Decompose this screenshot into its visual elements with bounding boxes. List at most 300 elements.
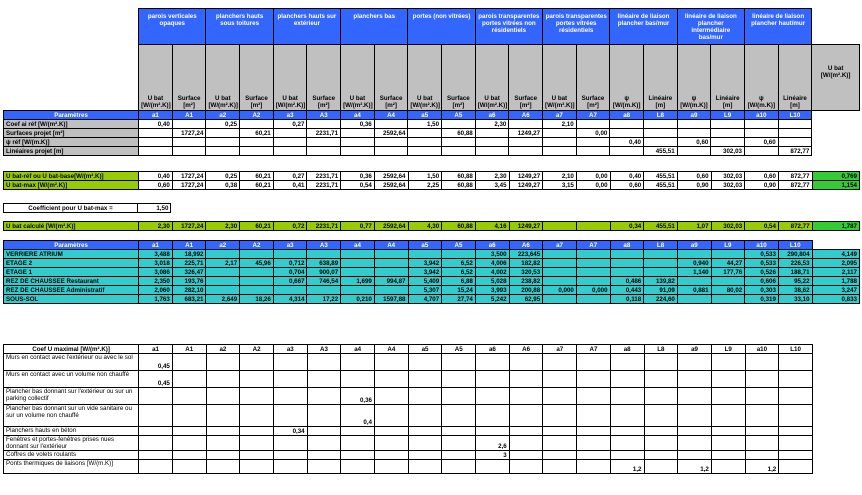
unit-header: ψ [W/(m.K)]: [677, 45, 711, 111]
cell: 0,000: [576, 286, 610, 295]
cell: [576, 259, 610, 268]
cell: [543, 259, 577, 268]
cell: 95,22: [778, 277, 812, 286]
cell: [509, 427, 543, 436]
column-code: a9: [678, 345, 712, 354]
cell: [341, 460, 375, 474]
column-code: A3: [307, 345, 341, 354]
cell: [172, 138, 206, 147]
cell: 302,03: [711, 181, 745, 190]
cell: [206, 129, 240, 138]
cell: 1249,27: [509, 172, 543, 181]
cell: [442, 436, 476, 451]
cell: [644, 354, 678, 371]
cell: 15,24: [442, 286, 476, 295]
cell: [139, 460, 173, 474]
cell: [577, 427, 611, 436]
cell: 1727,24: [172, 222, 206, 231]
cell: [139, 427, 173, 436]
column-code: L8: [644, 111, 678, 120]
row-label: SOUS-SOL: [4, 295, 139, 304]
cell: [139, 129, 173, 138]
cell: [307, 120, 341, 129]
column-code: A3: [307, 241, 341, 250]
column-code: L10: [779, 345, 813, 354]
cell: 2,6: [476, 436, 510, 451]
column-code: a7: [543, 345, 577, 354]
zone-row: [4, 286, 860, 295]
cell: 290,804: [778, 250, 812, 259]
cell: 1,699: [341, 277, 375, 286]
cell: [408, 388, 442, 405]
ubat-table: [3, 171, 860, 190]
cell: [307, 436, 341, 451]
cell: [408, 129, 442, 138]
unit-header: U bat [W/(m².K)]: [475, 45, 509, 111]
column-code: A6: [509, 241, 543, 250]
cell: [711, 460, 745, 474]
cell: 0,319: [745, 295, 779, 304]
cell: 91,09: [644, 286, 678, 295]
cell: 302,03: [711, 172, 745, 181]
cell: [408, 436, 442, 451]
cell: 60,88: [442, 129, 476, 138]
cell: [206, 277, 240, 286]
cell: [206, 436, 240, 451]
cell: 1,07: [677, 222, 711, 231]
cell: [677, 129, 711, 138]
cell: [341, 427, 375, 436]
cell: [778, 129, 812, 138]
cell: [509, 138, 543, 147]
cell: [273, 286, 307, 295]
row-label: Planchers hauts en béton: [4, 427, 139, 436]
cell: 226,53: [778, 259, 812, 268]
cell: 80,02: [711, 286, 745, 295]
cell: [678, 405, 712, 427]
column-code: a7: [543, 241, 577, 250]
cell: [476, 405, 510, 427]
coef-value: 1,50: [138, 204, 171, 213]
cell: [172, 120, 206, 129]
cell: [779, 371, 813, 388]
cell: [240, 371, 274, 388]
column-code: A6: [509, 345, 543, 354]
cell: [610, 388, 644, 405]
cell: [240, 277, 274, 286]
cell: [273, 250, 307, 259]
cell: [745, 451, 779, 460]
cell: 60,21: [240, 222, 274, 231]
row-label: Coef ai réf [W/(m².K)]: [4, 120, 139, 129]
cell: [172, 371, 206, 388]
cell: 2,10: [543, 172, 577, 181]
cell: [543, 250, 577, 259]
cell: 0,45: [139, 354, 173, 371]
cell: [240, 268, 274, 277]
cell: [240, 460, 274, 474]
cell: 5,242: [475, 295, 509, 304]
cell: [678, 371, 712, 388]
cell: [307, 354, 341, 371]
total-cell: 4,149: [812, 250, 859, 259]
cell: 2,30: [475, 120, 509, 129]
cell: [509, 388, 543, 405]
unit-header: Surface [m²]: [442, 45, 476, 111]
cell: [442, 427, 476, 436]
cell: [206, 147, 240, 156]
cell: [644, 120, 678, 129]
cell: [442, 138, 476, 147]
cell: 5,409: [408, 277, 442, 286]
cell: 60,88: [442, 172, 476, 181]
cell: 0,54: [341, 181, 375, 190]
cell: [307, 371, 341, 388]
cell: [610, 354, 644, 371]
group-header: planchers hauts sous toitures: [206, 9, 273, 45]
ubat-row: [4, 181, 860, 190]
cell: [240, 250, 274, 259]
unit-header: U bat [W/(m².K)]: [341, 45, 375, 111]
cell: 2,30: [139, 222, 173, 231]
cell: 0,940: [677, 259, 711, 268]
cell: [139, 147, 173, 156]
cell: [206, 405, 240, 427]
cell: 33,10: [778, 295, 812, 304]
cell: 1249,27: [509, 129, 543, 138]
cell: [644, 138, 678, 147]
column-code: a5: [408, 111, 442, 120]
cell: [172, 147, 206, 156]
cell: 2231,71: [307, 181, 341, 190]
cell: 872,77: [778, 172, 812, 181]
cell: 0,34: [273, 427, 307, 436]
cell: 6,88: [442, 277, 476, 286]
cell: [206, 354, 240, 371]
column-code: L9: [711, 111, 745, 120]
cell: 0,704: [273, 268, 307, 277]
cell: [509, 405, 543, 427]
cell: [374, 268, 408, 277]
cell: [375, 354, 409, 371]
code-row: [4, 111, 860, 120]
column-code: a3: [273, 111, 307, 120]
cell: [610, 250, 644, 259]
zone-row: [4, 295, 860, 304]
cell: 5,307: [408, 286, 442, 295]
cell: 302,03: [711, 147, 745, 156]
cell: [341, 138, 375, 147]
code-row: [4, 241, 860, 250]
cell: [307, 147, 341, 156]
unit-header: Surface [m²]: [307, 45, 341, 111]
cell: [644, 250, 678, 259]
column-code: A1: [172, 111, 206, 120]
column-code: A7: [577, 345, 611, 354]
cell: [442, 371, 476, 388]
total-cell: 1,788: [812, 277, 859, 286]
cell: 44,27: [711, 259, 745, 268]
cell: [543, 277, 577, 286]
cell: [273, 129, 307, 138]
empty-cell: [812, 120, 860, 129]
cell: 18,26: [240, 295, 274, 304]
cell: 238,82: [509, 277, 543, 286]
cell: [744, 129, 778, 138]
cell: [139, 388, 173, 405]
umax-row: [4, 354, 813, 371]
column-code: A5: [442, 241, 476, 250]
cell: 0,90: [677, 181, 711, 190]
cell: 2,350: [139, 277, 173, 286]
cell: 0,36: [341, 172, 375, 181]
total-cell: 0,833: [812, 295, 859, 304]
column-code: L9: [711, 241, 745, 250]
column-code: A4: [374, 111, 408, 120]
column-code: A5: [442, 111, 476, 120]
cell: [711, 138, 745, 147]
cell: [307, 405, 341, 427]
cell: 177,76: [711, 268, 745, 277]
coef-label: Coefficient pour U bat-max =: [4, 204, 138, 213]
group-header: planchers bas: [341, 9, 408, 45]
cell: 746,54: [307, 277, 341, 286]
cell: 0,486: [610, 277, 644, 286]
umax-row: [4, 436, 813, 451]
umax-row: [4, 388, 813, 405]
row-label: Murs en contact avec un volume non chauffé: [4, 371, 139, 388]
cell: [644, 129, 678, 138]
cell: [375, 427, 409, 436]
cell: [577, 460, 611, 474]
cell: [677, 147, 711, 156]
cell: [644, 427, 678, 436]
cell: [476, 371, 510, 388]
cell: [576, 120, 610, 129]
column-code: a7: [543, 111, 577, 120]
cell: 2,30: [475, 172, 509, 181]
cell: [779, 460, 813, 474]
umax-table: [3, 344, 813, 474]
cell: 60,21: [240, 181, 274, 190]
cell: [341, 259, 375, 268]
cell: 2,060: [139, 286, 173, 295]
cell: 326,47: [172, 268, 206, 277]
cell: 0,36: [341, 388, 375, 405]
group-header: linéaire de liaison plancher intermédiaire bas/mur: [677, 9, 744, 45]
cell: [509, 451, 543, 460]
cell: [240, 147, 274, 156]
cell: [408, 138, 442, 147]
cell: [442, 120, 476, 129]
cell: [139, 436, 173, 451]
cell: 872,77: [778, 181, 812, 190]
cell: 1,140: [677, 268, 711, 277]
cell: [375, 371, 409, 388]
cell: 872,77: [778, 147, 812, 156]
column-code: a2: [206, 345, 240, 354]
cell: 455,51: [644, 147, 678, 156]
cell: 1727,24: [172, 129, 206, 138]
cell: [476, 460, 510, 474]
column-code: L10: [778, 111, 812, 120]
cell: 2231,71: [307, 222, 341, 231]
cell: [610, 427, 644, 436]
cell: [509, 147, 543, 156]
cell: 3: [476, 451, 510, 460]
umax-row: [4, 405, 813, 427]
cell: 38,62: [778, 286, 812, 295]
cell: [240, 354, 274, 371]
cell: 0,000: [543, 286, 577, 295]
column-code: a8: [610, 241, 644, 250]
cell: [577, 354, 611, 371]
column-code: a3: [273, 345, 307, 354]
cell: 4,707: [408, 295, 442, 304]
column-code: a6: [476, 345, 510, 354]
cell: 2231,71: [307, 129, 341, 138]
cell: 1727,24: [172, 172, 206, 181]
column-code: a9: [677, 241, 711, 250]
group-header: parois transparentes portes vitrées non résidentiels: [475, 9, 542, 45]
group-header: linéaire de liaison plancher haut/mur: [744, 9, 811, 45]
empty-cell: [812, 111, 860, 120]
row-label: Plancher bas donnant sur un vide sanitaire ou sur un volume non chauffé: [4, 405, 139, 427]
group-header: planchers hauts sur extérieur: [273, 9, 340, 45]
cell: [139, 405, 173, 427]
cell: [543, 451, 577, 460]
cell: [711, 436, 745, 451]
column-code: a10: [745, 345, 779, 354]
cell: 200,88: [509, 286, 543, 295]
cell: 0,881: [677, 286, 711, 295]
ref-row: [4, 129, 860, 138]
cell: [610, 129, 644, 138]
cell: 3,942: [408, 268, 442, 277]
cell: 45,96: [240, 259, 274, 268]
cell: 2592,64: [374, 172, 408, 181]
cell: [744, 147, 778, 156]
cell: 0,533: [745, 259, 779, 268]
cell: [240, 120, 274, 129]
cell: 0,40: [610, 138, 644, 147]
cell: 3,488: [139, 250, 173, 259]
cell: [307, 451, 341, 460]
column-code: a8: [610, 111, 644, 120]
column-code: A2: [240, 241, 274, 250]
zone-row: [4, 277, 860, 286]
cell: [240, 138, 274, 147]
column-code: L10: [778, 241, 812, 250]
cell: [745, 354, 779, 371]
zone-row: [4, 259, 860, 268]
zone-row: [4, 250, 860, 259]
cell: [273, 354, 307, 371]
cell: 60,88: [442, 222, 476, 231]
cell: 223,645: [509, 250, 543, 259]
ref-rows: [4, 120, 860, 156]
cell: 0,60: [610, 181, 644, 190]
cell: [711, 451, 745, 460]
unit-header: U bat [W/(m².K)]: [139, 45, 173, 111]
column-code: a5: [408, 241, 442, 250]
cell: [644, 451, 678, 460]
cell: 0,00: [576, 181, 610, 190]
cell: [273, 147, 307, 156]
cell: 0,60: [677, 172, 711, 181]
cell: [240, 388, 274, 405]
cell: [745, 427, 779, 436]
cell: [610, 405, 644, 427]
cell: [172, 436, 206, 451]
cell: 0,60: [139, 181, 173, 190]
unit-header: Surface [m²]: [240, 45, 274, 111]
cell: [374, 259, 408, 268]
cell: [677, 277, 711, 286]
cell: [711, 277, 745, 286]
column-code: A5: [442, 345, 476, 354]
cell: [341, 371, 375, 388]
cell: 900,07: [307, 268, 341, 277]
cell: 62,95: [509, 295, 543, 304]
cell: [678, 427, 712, 436]
cell: [172, 427, 206, 436]
cell: 0,60: [744, 138, 778, 147]
cell: [375, 405, 409, 427]
cell: 0,00: [576, 129, 610, 138]
cell: [341, 451, 375, 460]
cell: [543, 354, 577, 371]
cell: [475, 138, 509, 147]
cell: 60,21: [240, 172, 274, 181]
cell: [744, 120, 778, 129]
cell: 224,60: [644, 295, 678, 304]
cell: 0,443: [610, 286, 644, 295]
cell: 27,74: [442, 295, 476, 304]
cell: [745, 405, 779, 427]
cell: 188,71: [778, 268, 812, 277]
cell: [711, 250, 745, 259]
cell: [408, 405, 442, 427]
cell: [408, 354, 442, 371]
cell: 17,22: [307, 295, 341, 304]
cell: 1597,88: [374, 295, 408, 304]
cell: [745, 371, 779, 388]
row-label: Ponts thermiques de liaisons [W/(m.K)]: [4, 460, 139, 474]
cell: [711, 129, 745, 138]
cell: [509, 436, 543, 451]
row-label: REZ DE CHAUSSEE Restaurant: [4, 277, 139, 286]
row-label: ETAGE 1: [4, 268, 139, 277]
cell: [509, 371, 543, 388]
cell: [610, 371, 644, 388]
cell: [711, 405, 745, 427]
cell: [139, 451, 173, 460]
cell: 1,50: [408, 120, 442, 129]
cell: 683,21: [172, 295, 206, 304]
cell: [779, 388, 813, 405]
cell: [341, 286, 375, 295]
column-code: a10: [744, 111, 778, 120]
cell: 60,21: [240, 129, 274, 138]
cell: 5,028: [475, 277, 509, 286]
total-cell: 2,117: [812, 268, 859, 277]
cell: [677, 120, 711, 129]
cell: [273, 371, 307, 388]
cell: [341, 436, 375, 451]
cell: 302,03: [711, 222, 745, 231]
cell: [577, 405, 611, 427]
